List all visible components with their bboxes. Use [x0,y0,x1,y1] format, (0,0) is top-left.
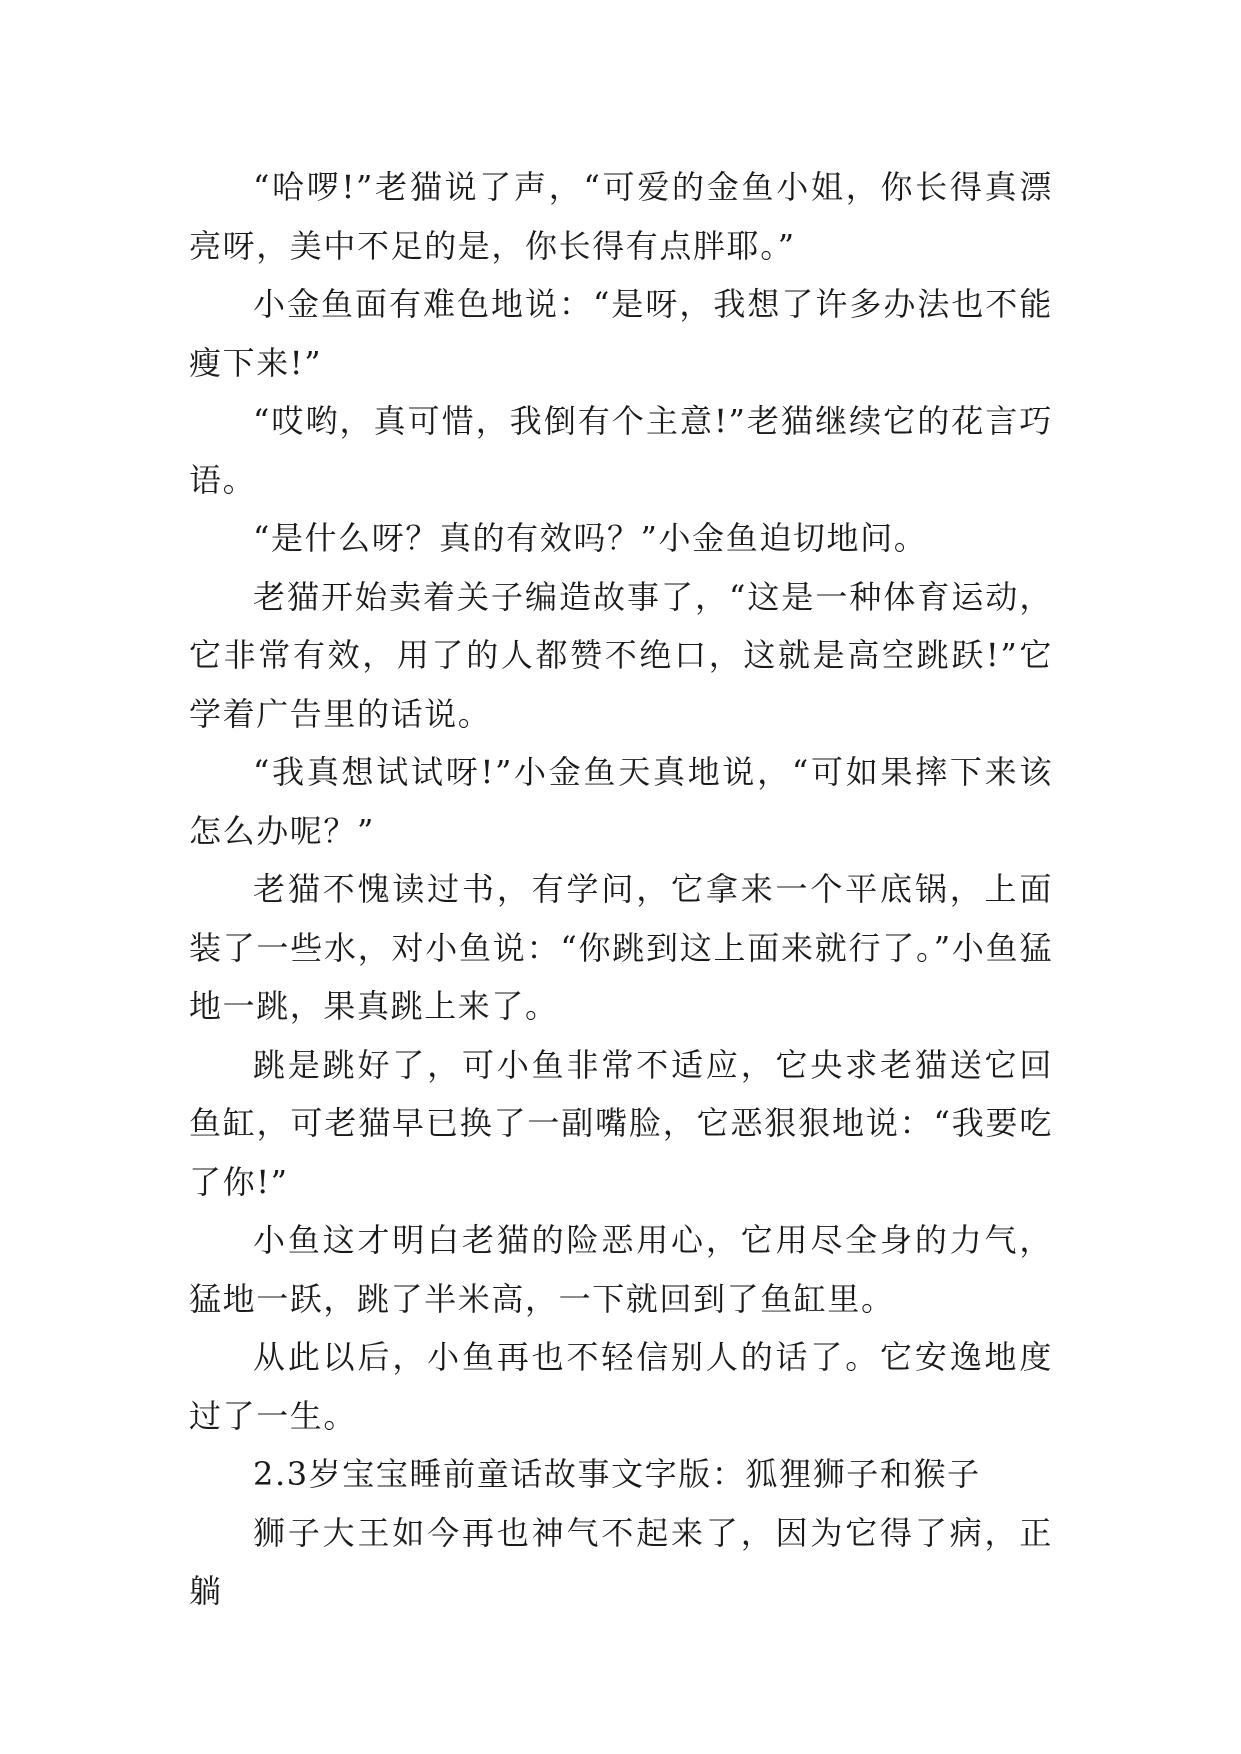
paragraph-9: 小鱼这才明白老猫的险恶用心，它用尽全身的力气，猛地一跃，跳了半米高，一下就回到了鱼缸里。 [189,1221,1053,1318]
paragraph-10: 从此以后，小鱼再也不轻信别人的话了。它安逸地度过了一生。 [189,1338,1053,1435]
paragraph-1: “哈啰!”老猫说了声，“可爱的金鱼小姐，你长得真漂亮呀，美中不足的是，你长得有点胖耶。” [189,168,1053,265]
paragraph-4: “是什么呀？真的有效吗？”小金鱼迫切地问。 [253,519,928,557]
paragraph-2: 小金鱼面有难色地说：“是呀，我想了许多办法也不能瘦下来!” [189,285,1053,382]
story-text [189,158,1053,1621]
section-heading: 2.3岁宝宝睡前童话故事文字版：狐狸狮子和猴子 [253,1455,981,1493]
paragraph-12: 狮子大王如今再也神气不起来了，因为它得了病，正躺 [189,1513,1053,1610]
paragraph-8: 跳是跳好了，可小鱼非常不适应，它央求老猫送它回鱼缸，可老猫早已换了一副嘴脸，它恶狠狠地说：“我要吃了你!” [189,1045,1053,1201]
paragraph-3: “哎哟，真可惜，我倒有个主意!”老猫继续它的花言巧语。 [189,402,1053,499]
paragraph-7: 老猫不愧读过书，有学问，它拿来一个平底锅，上面装了一些水，对小鱼说：“你跳到这上面来就行了。”小鱼猛地一跳，果真跳上来了。 [189,870,1053,1025]
paragraph-6: “我真想试试呀!”小金鱼天真地说，“可如果摔下来该怎么办呢？” [189,753,1053,850]
paragraph-5: 老猫开始卖着关子编造故事了，“这是一种体育运动，它非常有效，用了的人都赞不绝口，这就是高空跳跃!”它学着广告里的话说。 [189,577,1053,733]
